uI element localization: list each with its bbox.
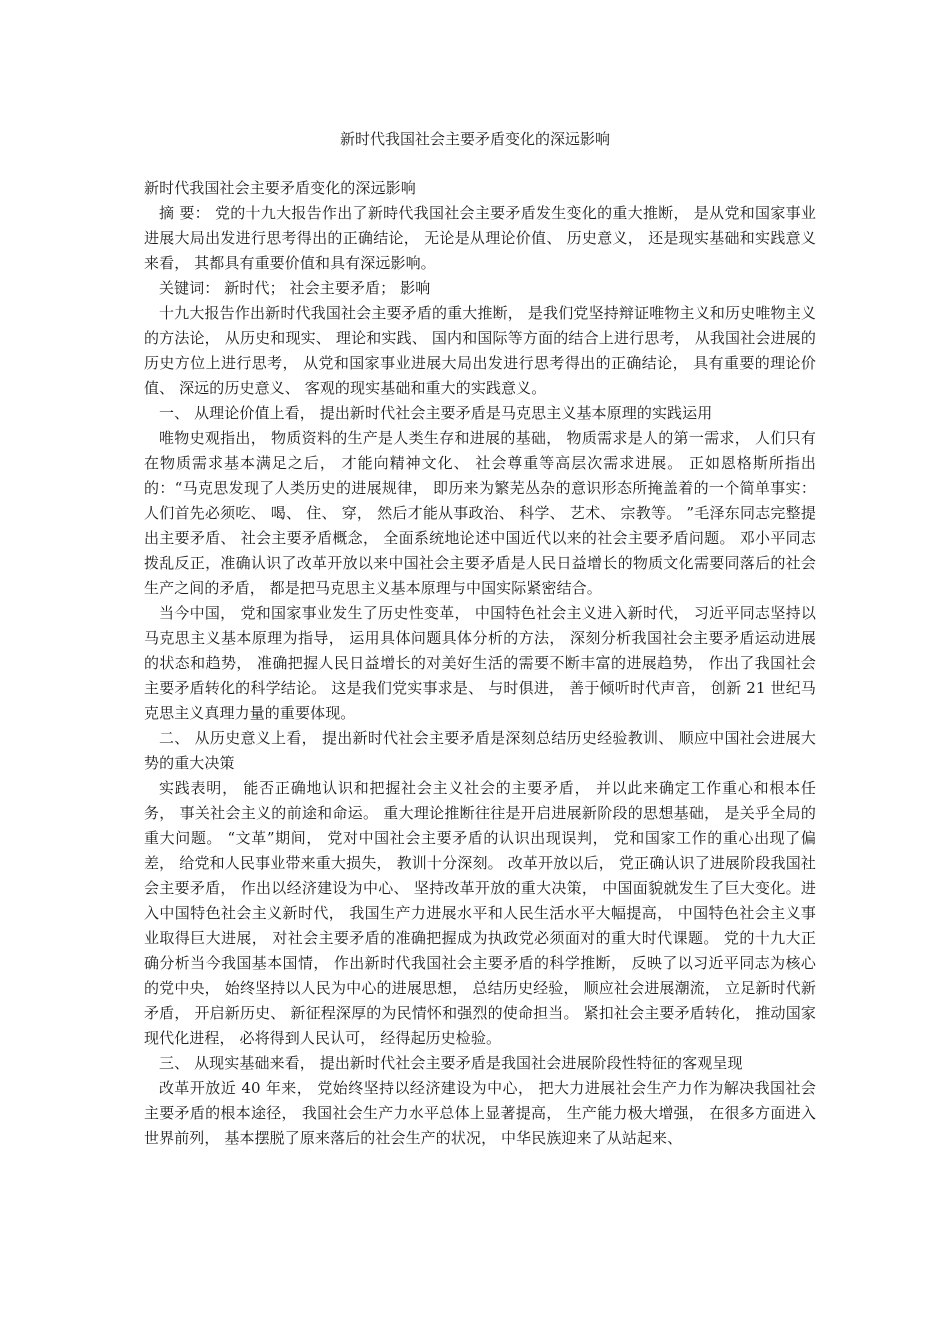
intro-paragraph: 十九大报告作出新时代我国社会主要矛盾的重大推断， 是我们党坚持辩证唯物主义和历史唯物主义的方法论， 从历史和现实、 理论和实践、 国内和国际等方面的结合上进行思考， 从我国社会进展的历史方位上进行思考， 从党和国家事业进展大局出发进行思考得出的正确结论， 具有重要的理论价值、 深远的历史意义、 客观的现实基础和重大的实践意义。	[144, 304, 816, 397]
section-1-paragraph-1: 唯物史观指出， 物质资料的生产是人类生存和进展的基础， 物质需求是人的第一需求， 人们只有在物质需求基本满足之后， 才能向精神文化、 社会尊重等高层次需求进展。 正如恩格斯所指出的：“马克思发现了人类历史的进展规律， 即历来为繁芜丛杂的意识形态所掩盖着的一个简单事实： 人们首先必须吃、 喝、 住、 穿， 然后才能从事政治、 科学、 艺术、 宗教等。 ”毛泽东同志完整提出主要矛盾、 社会主要矛盾概念， 全面系统地论述中国近代以来的社会主要矛盾问题。 邓小平同志拨乱反正，准确认识了改革开放以来中国社会主要矛盾是人民日益增长的物质文化需要同落后的社会生产之间的矛盾， 都是把马克思主义基本原理与中国实际紧密结合。	[144, 429, 816, 597]
body-heading: 新时代我国社会主要矛盾变化的深远影响	[144, 179, 416, 197]
document-title: 新时代我国社会主要矛盾变化的深远影响	[339, 130, 610, 148]
section-3-paragraph-1: 改革开放近 40 年来， 党始终坚持以经济建设为中心， 把大力进展社会生产力作为解决我国社会主要矛盾的根本途径， 我国社会生产力水平总体上显著提高， 生产能力极大增强， 在很多方面进入世界前列， 基本摆脱了原来落后的社会生产的状况， 中华民族迎来了从站起来、	[144, 1079, 816, 1147]
section-heading-1: 一、 从理论价值上看， 提出新时代社会主要矛盾是马克思主义基本原理的实践运用	[159, 404, 713, 422]
section-heading-3: 三、 从现实基础来看， 提出新时代社会主要矛盾是我国社会进展阶段性特征的客观呈现	[159, 1054, 743, 1072]
abstract-paragraph: 摘 要： 党的十九大报告作出了新時代我国社会主要矛盾发生变化的重大推断， 是从党和国家事业进展大局出发进行思考得出的正确结论， 无论是从理论价值、 历史意义， 还是现实基础和实践意义来看， 其都具有重要价值和具有深远影响。	[144, 204, 816, 272]
document-body	[144, 176, 816, 1151]
section-1-paragraph-2: 当今中国， 党和国家事业发生了历史性变革， 中国特色社会主义进入新时代， 习近平同志坚持以马克思主义基本原理为指导， 运用具体问题具体分析的方法， 深刻分析我国社会主要矛盾运动进展的状态和趋势， 准确把握人民日益增长的对美好生活的需要不断丰富的进展趋势， 作出了我国社会主要矛盾转化的科学结论。 这是我们党实事求是、 与时俱进， 善于倾听时代声音， 创新 21 世纪马克思主义真理力量的重要体现。	[144, 604, 816, 722]
section-heading-2: 二、 从历史意义上看， 提出新时代社会主要矛盾是深刻总结历史经验教训、 顺应中国社会进展大势的重大决策	[144, 729, 816, 772]
section-2-paragraph-1: 实践表明， 能否正确地认识和把握社会主义社会的主要矛盾， 并以此来确定工作重心和根本任务， 事关社会主义的前途和命运。 重大理论推断往往是开启进展新阶段的思想基础， 是关乎全局的重大问题。 “文革”期间， 党对中国社会主要矛盾的认识出现误判， 党和国家工作的重心出现了偏差， 给党和人民事业带来重大损失， 教训十分深刻。 改革开放以后， 党正确认识了进展阶段我国社会主要矛盾， 作出以经济建设为中心、 坚持改革开放的重大决策， 中国面貌就发生了巨大变化。进入中国特色社会主义新时代， 我国生产力进展水平和人民生活水平大幅提高， 中国特色社会主义事业取得巨大进展， 对社会主要矛盾的准确把握成为执政党必须面对的重大时代课题。 党的十九大正确分析当今我国基本国情， 作出新时代我国社会主要矛盾的科学推断， 反映了以习近平同志为核心的党中央， 始终坚持以人民为中心的进展思想， 总结历史经验， 顺应社会进展潮流， 立足新时代新矛盾， 开启新历史、 新征程深厚的为民情怀和强烈的使命担当。 紧扣社会主要矛盾转化， 推动国家现代化进程， 必将得到人民认可， 经得起历史检验。	[144, 779, 816, 1047]
keywords-line: 关键词： 新时代； 社会主要矛盾； 影响	[159, 279, 431, 297]
